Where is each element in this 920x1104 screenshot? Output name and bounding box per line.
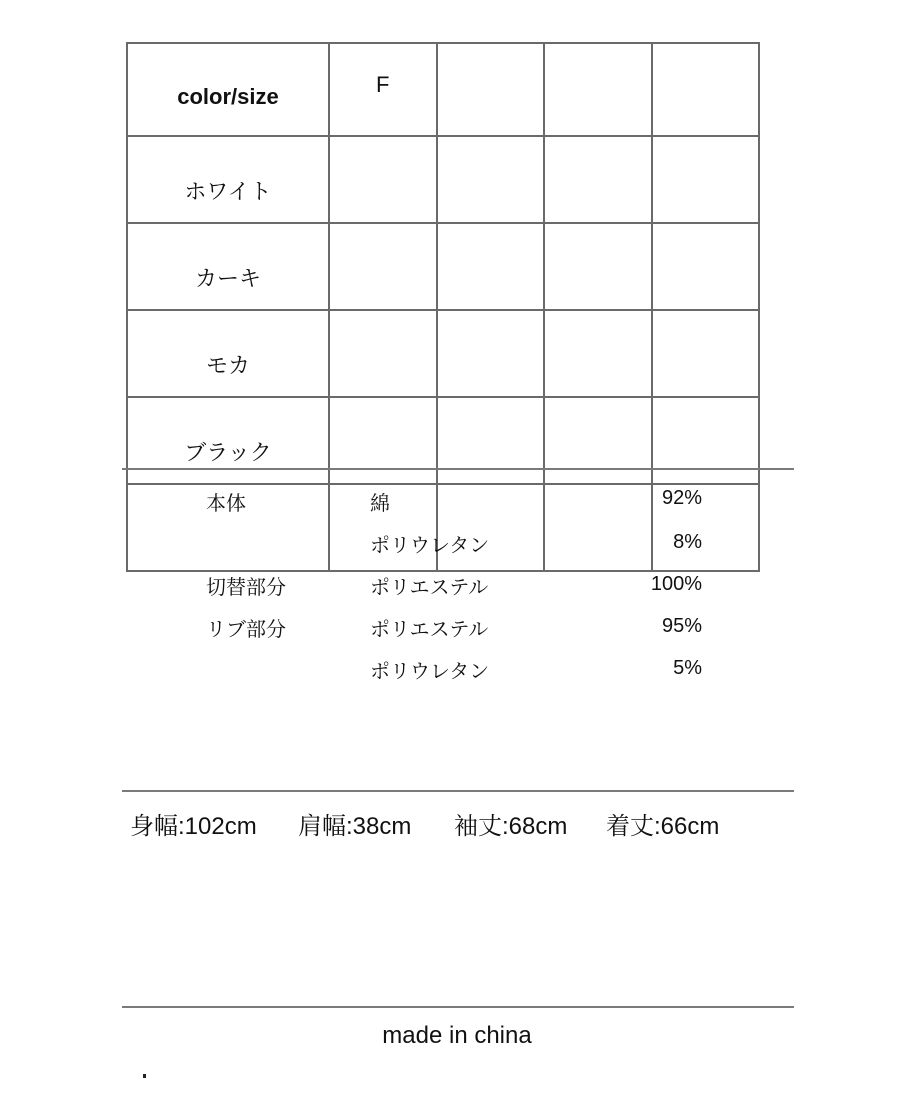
header-cell xyxy=(544,43,652,136)
material-part: 本体 xyxy=(206,493,246,515)
material-percent: 100% xyxy=(650,573,702,595)
measurement-total-length: 着丈:66cm xyxy=(606,813,720,840)
material-percent: 95% xyxy=(661,615,702,637)
header-cell xyxy=(652,43,760,136)
table-cell xyxy=(437,223,545,310)
table-row xyxy=(127,136,759,223)
table-cell xyxy=(544,484,652,571)
table-cell xyxy=(544,136,652,223)
table-cell xyxy=(329,310,437,397)
measurement-body-width: 身幅:102cm xyxy=(130,813,257,840)
table-cell xyxy=(544,397,652,484)
divider xyxy=(122,790,794,792)
header-cell xyxy=(437,43,545,136)
material-name: ポリエステル xyxy=(370,577,489,599)
country-of-origin: made in china xyxy=(382,1022,532,1049)
header-color-size: color/size xyxy=(127,43,329,136)
table-cell xyxy=(437,397,545,484)
row-label-mocha: モカ xyxy=(127,310,329,397)
table-cell xyxy=(329,397,437,484)
material-percent: 92% xyxy=(661,487,702,509)
table-cell xyxy=(544,310,652,397)
table-row xyxy=(127,310,759,397)
row-label-khaki: カーキ xyxy=(127,223,329,310)
material-name: ポリウレタン xyxy=(370,535,490,557)
header-size-f: F xyxy=(329,43,437,136)
row-label-white: ホワイト xyxy=(127,136,329,223)
table-cell xyxy=(329,136,437,223)
size-table-header-row xyxy=(127,43,759,136)
table-row xyxy=(127,397,759,484)
material-part: リブ部分 xyxy=(206,619,286,641)
measurement-sleeve-length: 袖丈:68cm xyxy=(454,813,568,840)
stray-dot xyxy=(143,1074,146,1078)
table-cell xyxy=(544,223,652,310)
row-label-black: ブラック xyxy=(127,397,329,484)
material-percent: 8% xyxy=(673,531,702,553)
material-part: 切替部分 xyxy=(206,577,286,599)
table-cell xyxy=(437,310,545,397)
table-cell xyxy=(652,397,760,484)
material-name: ポリエステル xyxy=(370,619,489,641)
material-percent: 5% xyxy=(673,657,702,679)
table-cell xyxy=(437,136,545,223)
table-cell xyxy=(652,310,760,397)
material-name: 綿 xyxy=(370,493,390,515)
measurement-shoulder-width: 肩幅:38cm xyxy=(298,813,412,840)
table-row xyxy=(127,223,759,310)
table-cell xyxy=(652,136,760,223)
divider xyxy=(122,1006,794,1008)
table-cell xyxy=(652,223,760,310)
material-name: ポリウレタン xyxy=(370,661,490,683)
table-cell xyxy=(329,223,437,310)
divider xyxy=(122,468,794,470)
